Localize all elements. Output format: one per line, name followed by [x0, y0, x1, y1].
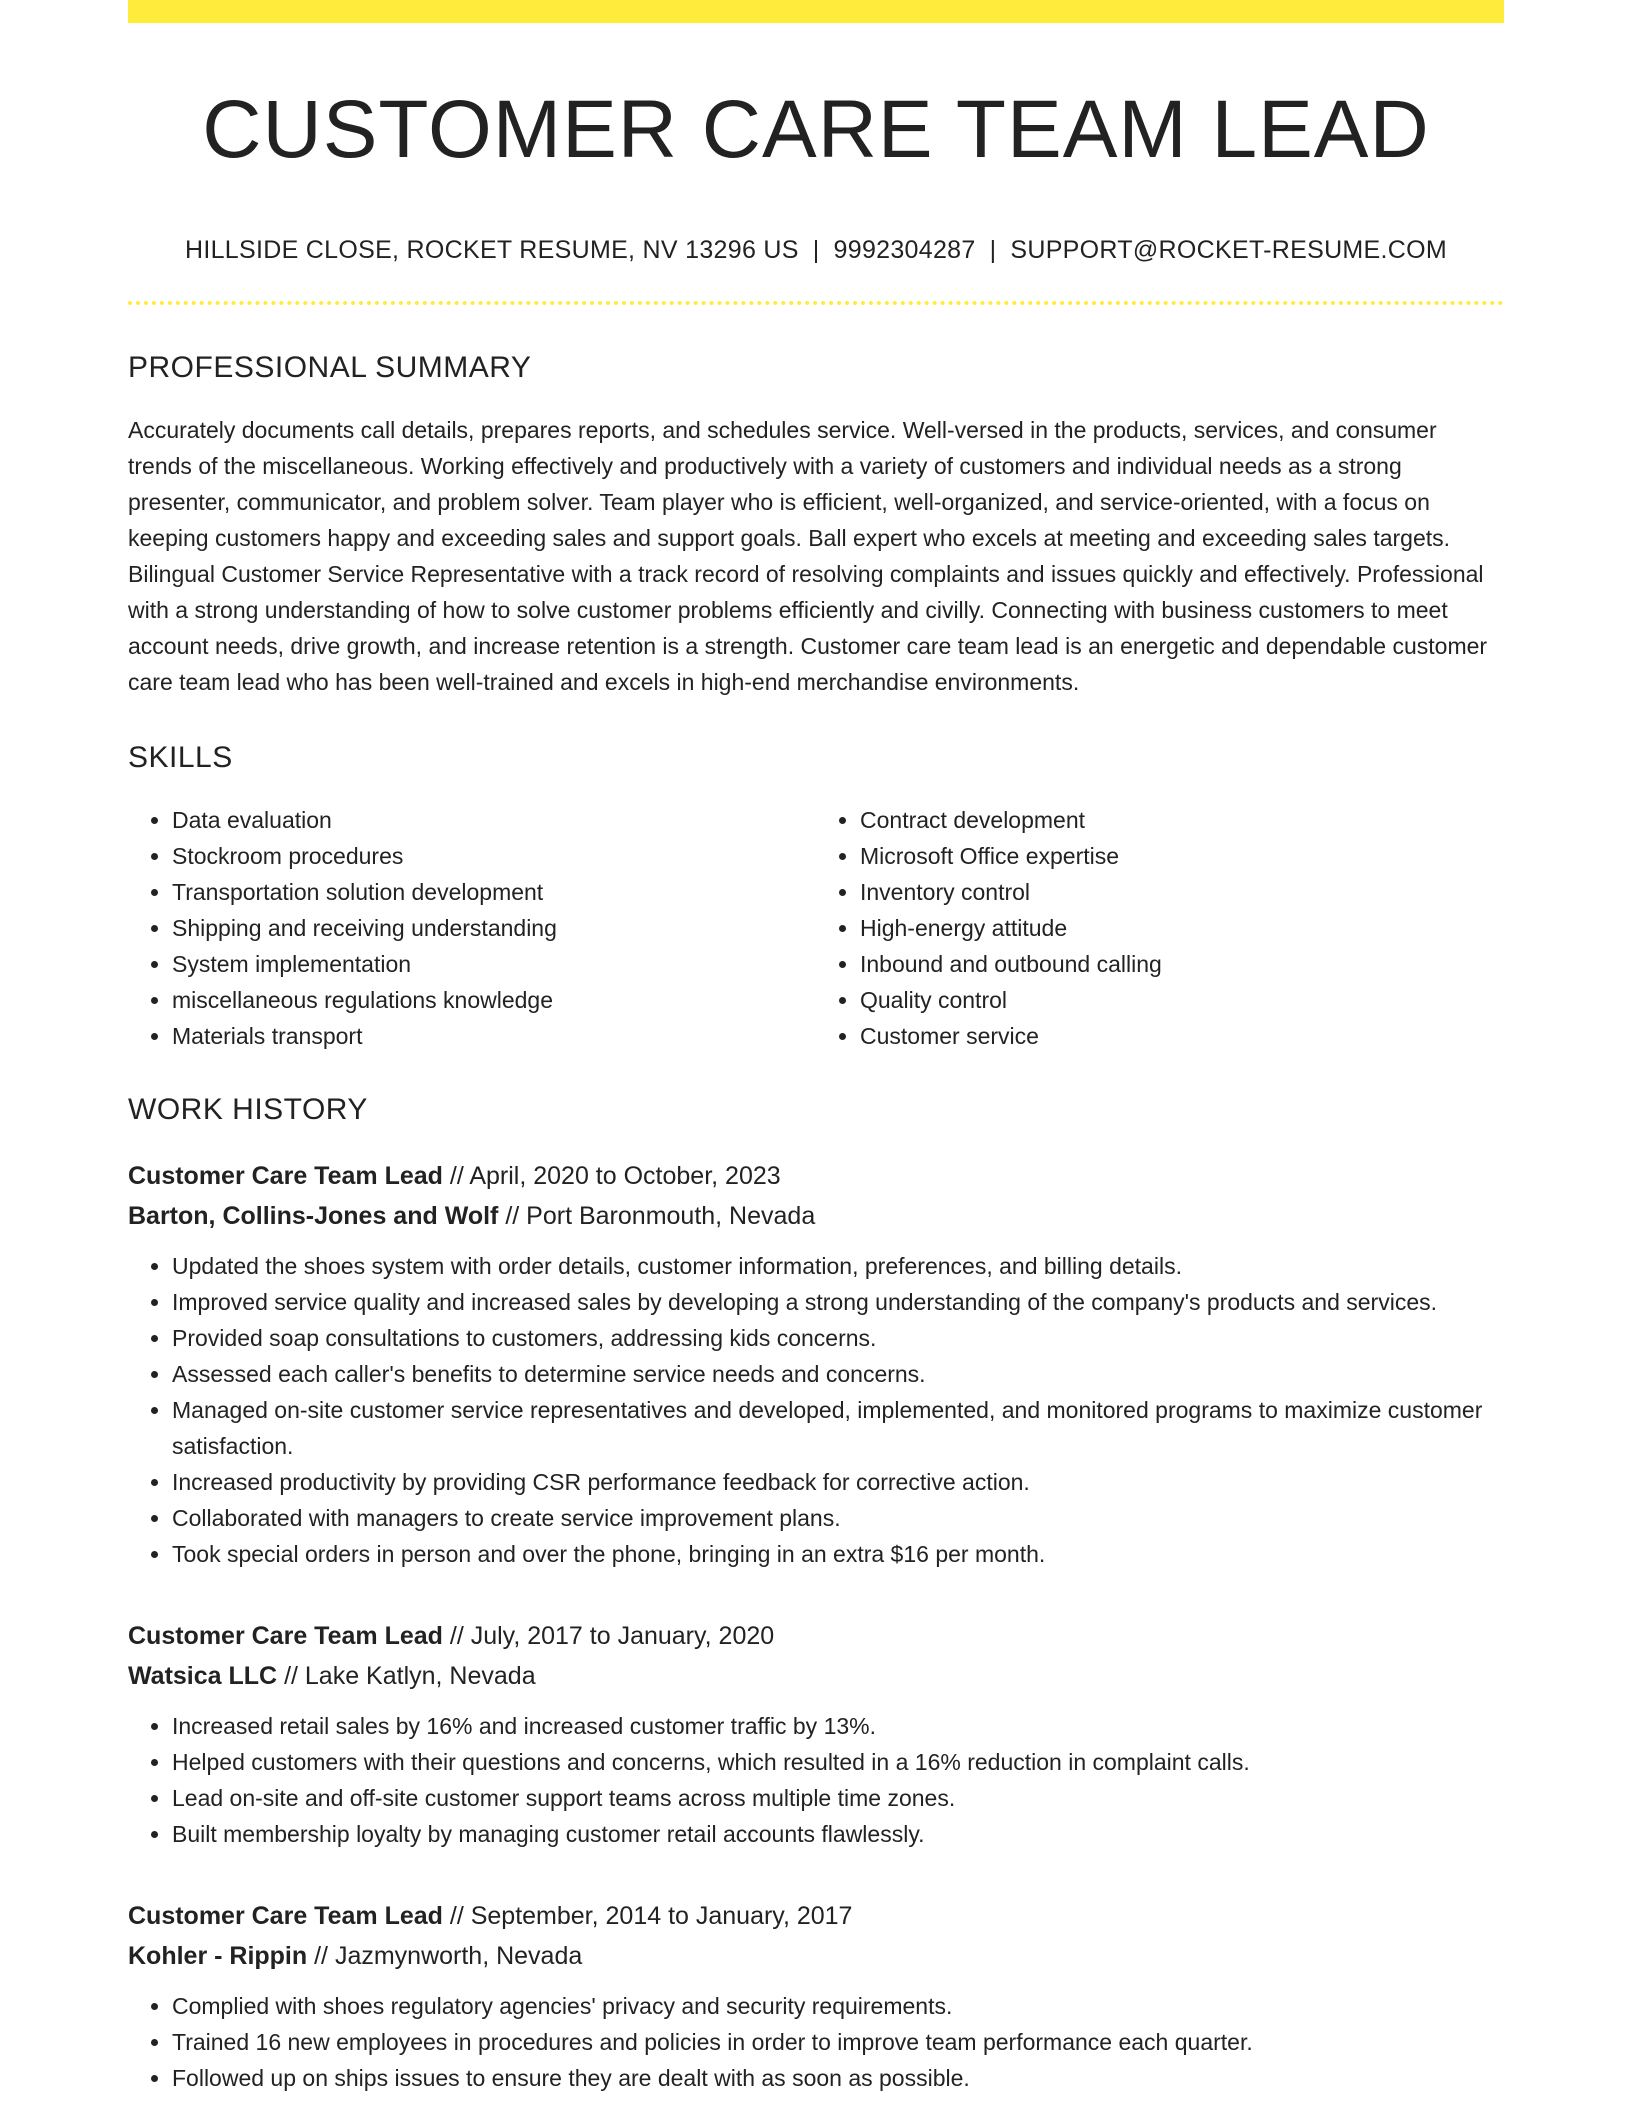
skills-heading: SKILLS	[128, 741, 233, 775]
contact-email: SUPPORT@ROCKET-RESUME.COM	[1010, 236, 1448, 265]
job-location: // Port Baronmouth, Nevada	[505, 1202, 816, 1231]
work-history-list	[128, 1156, 1504, 2096]
job-bullets	[128, 1988, 1504, 2096]
contact-separator: |	[989, 236, 997, 265]
job-bullet: • Built membership loyalty by managing customer retail accounts flawlessly.	[172, 1816, 1504, 1852]
job-bullet: • Trained 16 new employees in procedures and policies in order to improve team performance each quarter.	[172, 2024, 1504, 2060]
contact-separator: |	[812, 236, 820, 265]
job-title: Customer Care Team Lead	[128, 1902, 443, 1931]
job-location: // Jazmynworth, Nevada	[314, 1942, 583, 1971]
job-bullet: • Updated the shoes system with order details, customer information, preferences, and billing details.	[172, 1248, 1504, 1284]
skill-item: • Contract development	[860, 802, 1504, 838]
job-bullet: • Complied with shoes regulatory agencies' privacy and security requirements.	[172, 1988, 1504, 2024]
skill-item: • High-energy attitude	[860, 910, 1504, 946]
contact-phone: 9992304287	[833, 236, 976, 265]
job-bullet: • Followed up on ships issues to ensure they are dealt with as soon as possible.	[172, 2060, 1504, 2096]
skill-item: • Data evaluation	[172, 802, 816, 838]
skills-left-list	[128, 802, 816, 1054]
skill-item: • Inbound and outbound calling	[860, 946, 1504, 982]
contact-address: HILLSIDE CLOSE, ROCKET RESUME, NV 13296 US	[184, 236, 799, 265]
skills-columns	[128, 802, 1504, 1054]
job-entry	[128, 1156, 1504, 1572]
job-title-line	[128, 1156, 1504, 1196]
skill-item: • Customer service	[860, 1018, 1504, 1054]
job-bullet: • Managed on-site customer service representatives and developed, implemented, and monitored programs to maximize customer satisfaction.	[172, 1392, 1504, 1464]
job-bullets	[128, 1248, 1504, 1572]
job-dates: // July, 2017 to January, 2020	[449, 1622, 775, 1651]
job-bullet: • Increased retail sales by 16% and increased customer traffic by 13%.	[172, 1708, 1504, 1744]
job-bullet: • Lead on-site and off-site customer support teams across multiple time zones.	[172, 1780, 1504, 1816]
job-title-line	[128, 1896, 1504, 1936]
job-dates: // April, 2020 to October, 2023	[449, 1162, 781, 1191]
work-history-heading: WORK HISTORY	[128, 1093, 368, 1127]
skill-item: • Materials transport	[172, 1018, 816, 1054]
job-title: Customer Care Team Lead	[128, 1622, 443, 1651]
job-company-line	[128, 1936, 1504, 1976]
skills-right-list	[816, 802, 1504, 1054]
job-entry	[128, 1896, 1504, 2096]
skill-item: • Transportation solution development	[172, 874, 816, 910]
job-dates: // September, 2014 to January, 2017	[449, 1902, 853, 1931]
job-company-line	[128, 1656, 1504, 1696]
skill-item: • Shipping and receiving understanding	[172, 910, 816, 946]
job-bullet: • Assessed each caller's benefits to determine service needs and concerns.	[172, 1356, 1504, 1392]
job-bullet: • Took special orders in person and over the phone, bringing in an extra $16 per month.	[172, 1536, 1504, 1572]
job-bullet: • Improved service quality and increased sales by developing a strong understanding of the company's products and services.	[172, 1284, 1504, 1320]
resume-page	[128, 0, 1504, 2096]
job-bullet: • Helped customers with their questions and concerns, which resulted in a 16% reduction in complaint calls.	[172, 1744, 1504, 1780]
summary-text: Accurately documents call details, prepares reports, and schedules service. Well-versed in the products, services, and consumer trends of the miscellaneous. Working effectively and productively with a variety of customers and individual needs as a strong presenter, communicator, and problem solver. Team player who is efficient, well-organized, and service-oriented, with a focus on keeping customers happy and exceeding sales and support goals. Ball expert who excels at meeting and exceeding sales targets. Bilingual Customer Service Representative with a track record of resolving complaints and issues quickly and effectively. Professional with a strong understanding of how to solve customer problems efficiently and civilly. Connecting with business customers to meet account needs, drive growth, and increase retention is a strength. Customer care team lead is an energetic and dependable customer care team lead who has been well-trained and excels in high-end merchandise environments.	[128, 417, 1488, 696]
top-accent-bar	[128, 0, 1504, 23]
job-bullet: • Provided soap consultations to customers, addressing kids concerns.	[172, 1320, 1504, 1356]
job-location: // Lake Katlyn, Nevada	[284, 1662, 536, 1691]
skill-item: • Quality control	[860, 982, 1504, 1018]
skill-item: • Inventory control	[860, 874, 1504, 910]
summary-heading: PROFESSIONAL SUMMARY	[128, 351, 532, 385]
skill-item: • Microsoft Office expertise	[860, 838, 1504, 874]
skill-item: • System implementation	[172, 946, 816, 982]
job-entry	[128, 1616, 1504, 1852]
job-bullets	[128, 1708, 1504, 1852]
job-company: Kohler - Rippin	[128, 1942, 308, 1971]
job-bullet: • Collaborated with managers to create service improvement plans.	[172, 1500, 1504, 1536]
header-divider	[128, 301, 1504, 305]
skill-item: • miscellaneous regulations knowledge	[172, 982, 816, 1018]
contact-line	[128, 235, 1504, 265]
job-title-line	[128, 1616, 1504, 1656]
skill-item: • Stockroom procedures	[172, 838, 816, 874]
job-company: Watsica LLC	[128, 1662, 278, 1691]
job-title: Customer Care Team Lead	[128, 1162, 443, 1191]
job-company: Barton, Collins-Jones and Wolf	[128, 1202, 499, 1231]
job-company-line	[128, 1196, 1504, 1236]
candidate-name: CUSTOMER CARE TEAM LEAD	[202, 84, 1430, 175]
job-bullet: • Increased productivity by providing CSR performance feedback for corrective action.	[172, 1464, 1504, 1500]
